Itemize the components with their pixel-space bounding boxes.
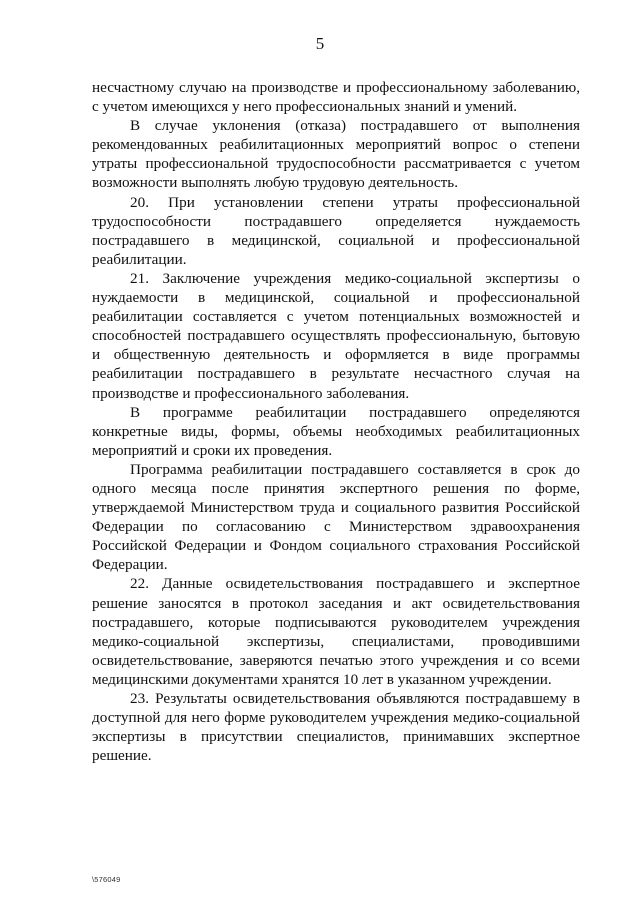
paragraph-item-22: 22. Данные освидетельствования пострадавшего и экспертное решение заносятся в протокол заседания и акт освидетельствования пострадавшего, которые подписываются руководителем учреждения медико-социальной экспертизы, специалистами, проводившими освидетельствование, заверяются печатью этого учреждения и со всеми медицинскими документами хранятся 10 лет в указанном учреждении. [92, 575, 580, 688]
paragraph-continuation: несчастному случаю на производстве и профессиональному заболеванию, с учетом имеющихся у него профессиональных знаний и умений. [92, 79, 580, 116]
paragraph-program-deadline: Программа реабилитации пострадавшего составляется в срок до одного месяца после принятия экспертного решения по форме, утверждаемой Министерством труда и социального развития Российской Федерации по согласованию с Министерством здравоохранения Российской Федерации и Фондом социального страхования Российской Федерации. [92, 460, 580, 574]
paragraph-item-20: 20. При установлении степени утраты профессиональной трудоспособности пострадавшего определяется нуждаемость пострадавшего в медицинской, социальной и профессиональной реабилитации. [92, 193, 580, 268]
paragraph-item-23: 23. Результаты освидетельствования объявляются пострадавшему в доступной для него форме руководителем учреждения медико-социальной экспертизы в присутствии специалистов, принимавших экспертное решение. [92, 690, 580, 765]
paragraph-program-contents: В программе реабилитации пострадавшего определяются конкретные виды, формы, объемы необходимых реабилитационных мероприятий и сроки их проведения. [92, 403, 580, 459]
document-body [92, 78, 580, 765]
page-number: 5 [315, 34, 325, 53]
footer-document-code: \576049 [92, 875, 121, 884]
paragraph-evasion: В случае уклонения (отказа) пострадавшего от выполнения рекомендованных реабилитационных мероприятий вопрос о степени утраты профессиональной трудоспособности рассматривается с учетом возможности выполнять любую трудовую деятельность. [92, 117, 580, 192]
paragraph-item-21: 21. Заключение учреждения медико-социальной экспертизы о нуждаемости в медицинской, социальной и профессиональной реабилитации составляется с учетом потенциальных возможностей и способностей пострадавшего осуществлять профессиональную, бытовую и общественную деятельность и оформляется в виде программы реабилитации пострадавшего в результате несчастного случая на производстве и профессионального заболевания. [92, 269, 580, 402]
